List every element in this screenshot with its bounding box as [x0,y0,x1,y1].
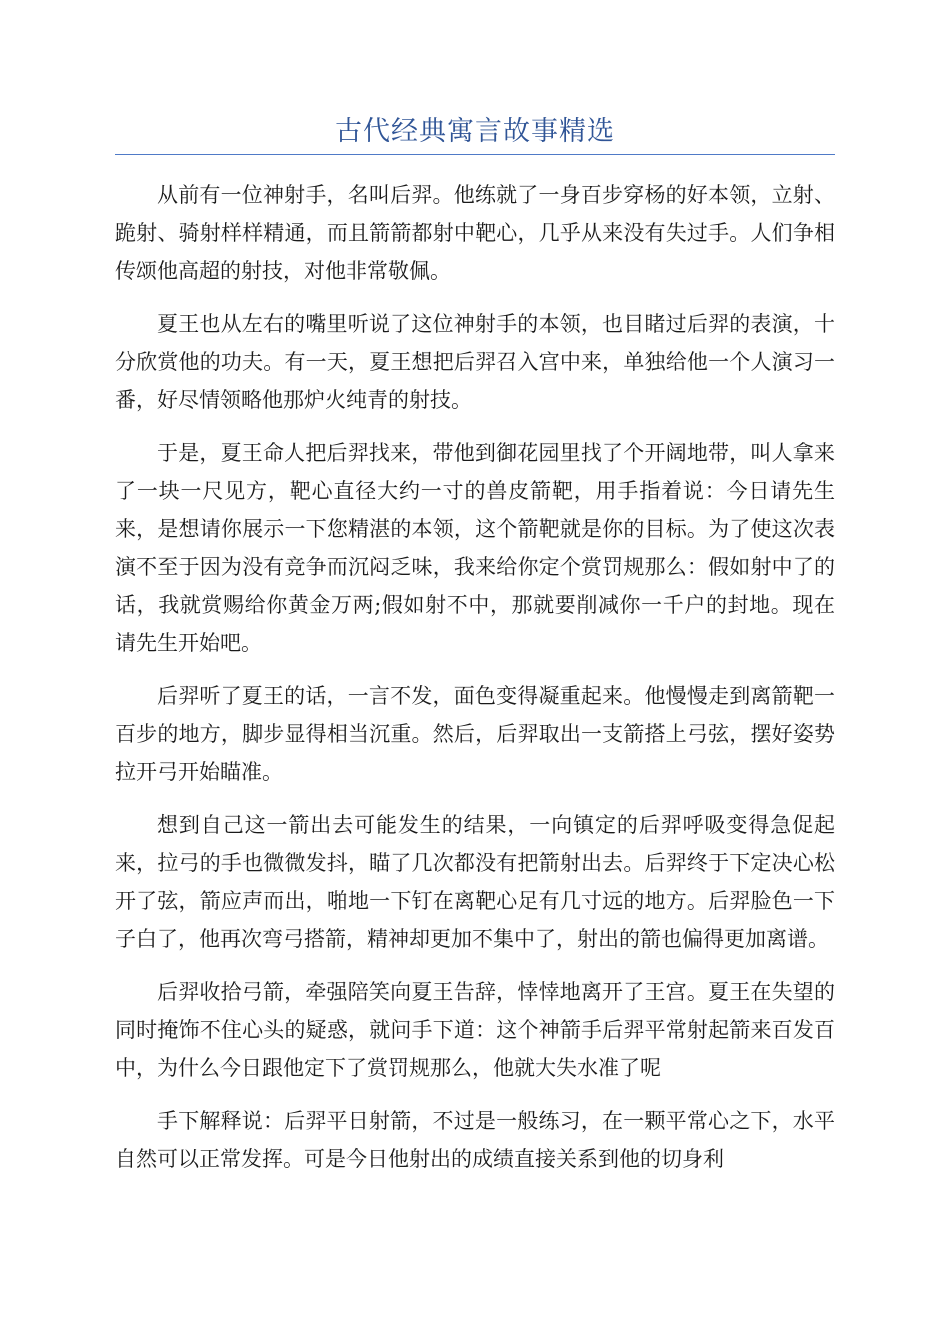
document-title: 古代经典寓言故事精选 [335,116,615,147]
document-body [115,176,835,1193]
paragraph: 夏王也从左右的嘴里听说了这位神射手的本领，也目睹过后羿的表演，十分欣赏他的功夫。有一天，夏王想把后羿召入宫中来，单独给他一个人演习一番，好尽情领略他那炉火纯青的射技。 [115,312,835,412]
title-underline [115,154,835,155]
paragraph: 从前有一位神射手，名叫后羿。他练就了一身百步穿杨的好本领，立射、跪射、骑射样样精通，而且箭箭都射中靶心，几乎从来没有失过手。人们争相传颂他高超的射技，对他非常敬佩。 [115,183,835,283]
paragraph: 后羿听了夏王的话，一言不发，面色变得凝重起来。他慢慢走到离箭靶一百步的地方，脚步显得相当沉重。然后，后羿取出一支箭搭上弓弦，摆好姿势拉开弓开始瞄准。 [115,684,835,784]
paragraph: 想到自己这一箭出去可能发生的结果，一向镇定的后羿呼吸变得急促起来，拉弓的手也微微发抖，瞄了几次都没有把箭射出去。后羿终于下定决心松开了弦，箭应声而出，啪地一下钉在离靶心足有几寸远的地方。后羿脸色一下子白了，他再次弯弓搭箭，精神却更加不集中了，射出的箭也偏得更加离谱。 [115,813,835,951]
paragraph: 后羿收拾弓箭，牵强陪笑向夏王告辞，悻悻地离开了王宫。夏王在失望的同时掩饰不住心头的疑惑，就问手下道：这个神箭手后羿平常射起箭来百发百中，为什么今日跟他定下了赏罚规那么，他就大失水准了呢 [115,980,835,1080]
paragraph: 于是，夏王命人把后羿找来，带他到御花园里找了个开阔地带，叫人拿来了一块一尺见方，靶心直径大约一寸的兽皮箭靶，用手指着说：今日请先生来，是想请你展示一下您精湛的本领，这个箭靶就是你的目标。为了使这次表演不至于因为没有竞争而沉闷乏味，我来给你定个赏罚规那么：假如射中了的话，我就赏赐给你黄金万两;假如射不中，那就要削减你一千户的封地。现在请先生开始吧。 [115,441,835,655]
paragraph: 手下解释说：后羿平日射箭，不过是一般练习，在一颗平常心之下，水平自然可以正常发挥。可是今日他射出的成绩直接关系到他的切身利 [115,1109,835,1171]
